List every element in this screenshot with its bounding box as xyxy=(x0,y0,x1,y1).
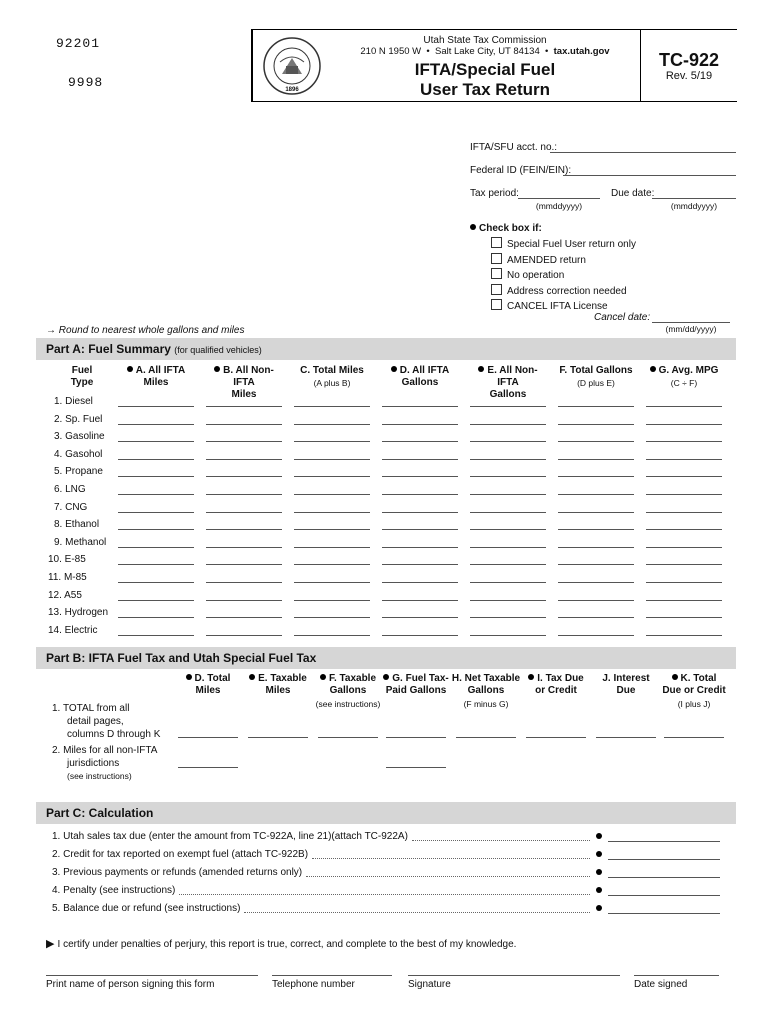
part-c-title: Part C: Calculation xyxy=(46,806,154,820)
calc-line-input[interactable] xyxy=(608,913,720,914)
total-row-input[interactable] xyxy=(526,737,586,738)
checkbox-icon[interactable] xyxy=(491,253,502,264)
part-b-row2-label xyxy=(52,744,157,783)
fuel-cell-input[interactable] xyxy=(558,406,634,407)
fuel-cell-input[interactable] xyxy=(646,529,722,530)
checkbox-no-operation[interactable] xyxy=(491,268,636,284)
dot-leader xyxy=(312,858,590,859)
bullet-dot-icon xyxy=(320,674,326,680)
col-header-line1-wrap xyxy=(382,365,458,377)
fuel-row-label: 4. Gasohol xyxy=(54,448,103,460)
part-a-header xyxy=(36,338,736,360)
col-header-line1-wrap xyxy=(240,673,316,685)
fuel-cell-input[interactable] xyxy=(646,512,722,513)
fuel-cell-input[interactable] xyxy=(206,441,282,442)
fuel-cell-input[interactable] xyxy=(118,582,194,583)
col-header-sub: (see instructions) xyxy=(315,699,381,709)
fuel-cell-input[interactable] xyxy=(294,441,370,442)
bullet-icon: • xyxy=(423,46,433,57)
fuel-cell-input[interactable] xyxy=(382,476,458,477)
col-header-line1-wrap xyxy=(470,365,546,389)
col-header-text: J. Interest xyxy=(602,673,650,684)
header-rule-left xyxy=(251,29,253,102)
fuel-cell-input[interactable] xyxy=(206,512,282,513)
non-ifta-miles-input[interactable] xyxy=(178,767,238,768)
fuel-cell-input[interactable] xyxy=(470,635,546,636)
total-row-input[interactable] xyxy=(596,737,656,738)
bullet-dot-icon xyxy=(249,674,255,680)
fuel-row-label: 11. M-85 xyxy=(48,572,87,583)
bullet-dot-icon xyxy=(596,851,602,857)
part-b-col-header xyxy=(378,673,454,697)
part-a-subtitle: (for qualified vehicles) xyxy=(174,345,262,355)
col-header-line2: Paid Gallons xyxy=(385,685,447,696)
address-street: 210 N 1950 W xyxy=(360,46,422,57)
dot-leader xyxy=(244,912,590,913)
fuel-cell-input[interactable] xyxy=(558,617,634,618)
col-header-line2: Miles xyxy=(231,389,257,400)
col-header-text: E. Taxable xyxy=(258,673,307,684)
fuel-cell-input[interactable] xyxy=(470,406,546,407)
fuel-cell-input[interactable] xyxy=(558,635,634,636)
fuel-cell-input[interactable] xyxy=(206,635,282,636)
fuel-cell-input[interactable] xyxy=(118,529,194,530)
part-b-col-header xyxy=(588,673,664,697)
signature-input[interactable] xyxy=(408,975,620,976)
part-b-col-header xyxy=(240,673,316,697)
calc-line-label: 2. Credit for tax reported on exempt fuel (attach TC-922B) xyxy=(52,849,309,860)
fuel-cell-input[interactable] xyxy=(206,529,282,530)
col-header-sub: (C ÷ F) xyxy=(670,378,698,388)
revision: Rev. 5/19 xyxy=(665,70,713,82)
checkbox-icon[interactable] xyxy=(491,284,502,295)
fuel-cell-input[interactable] xyxy=(558,600,634,601)
fuel-cell-input[interactable] xyxy=(294,424,370,425)
fuel-cell-input[interactable] xyxy=(206,617,282,618)
fuel-cell-input[interactable] xyxy=(206,494,282,495)
fuel-cell-input[interactable] xyxy=(118,424,194,425)
fuel-cell-input[interactable] xyxy=(470,494,546,495)
part-a-col-header xyxy=(558,365,634,377)
fuel-cell-input[interactable] xyxy=(118,406,194,407)
fuel-cell-input[interactable] xyxy=(118,459,194,460)
agency-address xyxy=(345,46,625,57)
cancel-date-label: Cancel date: xyxy=(594,312,651,323)
fein-label: Federal ID (FEIN/EIN): xyxy=(470,165,572,176)
fuel-cell-input[interactable] xyxy=(470,529,546,530)
fuel-cell-input[interactable] xyxy=(470,424,546,425)
col-header-line1-wrap xyxy=(448,673,524,685)
fuel-row-label: 2. Sp. Fuel xyxy=(54,413,103,425)
col-header-line1-wrap xyxy=(310,673,386,685)
bullet-dot-icon xyxy=(186,674,192,680)
fuel-cell-input[interactable] xyxy=(206,582,282,583)
cancel-date-input[interactable] xyxy=(652,322,730,323)
fuel-cell-input[interactable] xyxy=(118,476,194,477)
fuel-cell-input[interactable] xyxy=(382,617,458,618)
fuel-cell-input[interactable] xyxy=(294,494,370,495)
fuel-cell-input[interactable] xyxy=(382,441,458,442)
fuel-cell-input[interactable] xyxy=(382,424,458,425)
bullet-dot-icon xyxy=(650,366,656,372)
col-header-text: K. Total xyxy=(680,673,717,684)
col-header-sub: (F minus G) xyxy=(463,699,509,709)
fuel-cell-input[interactable] xyxy=(118,635,194,636)
bullet-dot-icon xyxy=(596,833,602,839)
fuel-cell-input[interactable] xyxy=(470,459,546,460)
certify-statement xyxy=(46,937,516,950)
fuel-cell-input[interactable] xyxy=(470,564,546,565)
col-header-line1-wrap xyxy=(378,673,454,685)
bullet-dot-icon xyxy=(127,366,133,372)
calc-line-input[interactable] xyxy=(608,877,720,878)
col-header-line2: Miles xyxy=(143,377,169,388)
dot-leader xyxy=(306,876,590,877)
part-a-title-text: Part A: Fuel Summary xyxy=(46,342,171,356)
col-header-text: D. Total xyxy=(194,673,231,684)
fuel-cell-input[interactable] xyxy=(646,424,722,425)
bullet-dot-icon xyxy=(470,224,476,230)
cancel-date-hint: (mm/dd/yyyy) xyxy=(665,324,717,334)
calc-line-label: 3. Previous payments or refunds (amended returns only) xyxy=(52,867,303,878)
total-row-input[interactable] xyxy=(318,737,378,738)
part-c-header xyxy=(36,802,736,824)
fuel-row-label: 10. E-85 xyxy=(48,554,86,566)
dot-leader xyxy=(179,894,590,895)
fuel-cell-input[interactable] xyxy=(118,564,194,565)
fuel-cell-input[interactable] xyxy=(646,564,722,565)
bullet-dot-icon xyxy=(672,674,678,680)
row2-line2: jurisdictions xyxy=(67,758,120,769)
header-rule-top xyxy=(251,29,737,30)
col-header-text: A. All IFTA xyxy=(135,365,186,376)
fuel-cell-input[interactable] xyxy=(646,617,722,618)
tax-period-input[interactable] xyxy=(518,198,600,199)
part-a-col-header xyxy=(382,365,458,389)
col-header-text: I. Tax Due xyxy=(537,673,584,684)
col-header-text: B. All Non-IFTA xyxy=(223,365,274,388)
part-a-col-header xyxy=(470,365,546,401)
col-header-line2: Miles xyxy=(265,685,291,696)
dot-leader xyxy=(412,840,590,841)
part-b-col-header xyxy=(170,673,246,697)
checkbox-label: CANCEL IFTA License xyxy=(507,301,608,312)
fuel-cell-input[interactable] xyxy=(470,617,546,618)
fuel-cell-input[interactable] xyxy=(206,406,282,407)
col-header-line2: Miles xyxy=(195,685,221,696)
col-header-line2: Gallons xyxy=(489,389,527,400)
fuel-cell-input[interactable] xyxy=(206,547,282,548)
fuel-cell-input[interactable] xyxy=(294,529,370,530)
fuel-cell-input[interactable] xyxy=(206,600,282,601)
fuel-cell-input[interactable] xyxy=(646,494,722,495)
fuel-row-label: 5. Propane xyxy=(54,466,103,478)
fuel-cell-input[interactable] xyxy=(558,564,634,565)
checkbox-icon[interactable] xyxy=(491,268,502,279)
fuel-cell-input[interactable] xyxy=(558,494,634,495)
fuel-cell-input[interactable] xyxy=(646,441,722,442)
fuel-row-label: 14. Electric xyxy=(48,624,98,636)
checkbox-label: Address correction needed xyxy=(507,285,627,297)
title-line1: IFTA/Special Fuel xyxy=(414,60,556,79)
due-date-label: Due date: xyxy=(611,188,655,199)
checkbox-heading-text: Check box if: xyxy=(479,223,542,234)
triangle-right-icon: ▶ xyxy=(46,938,58,950)
bullet-icon: • xyxy=(542,46,551,57)
part-a-col-header xyxy=(206,365,282,401)
calc-line-label: 5. Balance due or refund (see instructions) xyxy=(52,903,241,914)
fuel-cell-input[interactable] xyxy=(294,547,370,548)
fuel-cell-input[interactable] xyxy=(294,564,370,565)
part-b-col-header xyxy=(518,673,594,697)
calc-line-input[interactable] xyxy=(608,895,720,896)
fuel-row-label: 7. CNG xyxy=(54,501,88,513)
col-header-sub: (A plus B) xyxy=(313,378,351,388)
acct-input[interactable] xyxy=(550,152,736,153)
fuel-cell-input[interactable] xyxy=(646,582,722,583)
row1-line3: columns D through K xyxy=(67,729,161,740)
part-a-col-header xyxy=(646,365,722,377)
form-code-top: 92201 xyxy=(56,36,101,51)
fuel-cell-input[interactable] xyxy=(382,635,458,636)
fuel-cell-input[interactable] xyxy=(558,459,634,460)
fuel-row-label: 6. LNG xyxy=(54,484,86,495)
fuel-cell-input[interactable] xyxy=(470,547,546,548)
part-b-col-header xyxy=(448,673,524,697)
non-ifta-miles-input[interactable] xyxy=(386,767,446,768)
fuel-row-label: 1. Diesel xyxy=(54,396,93,407)
fuel-cell-input[interactable] xyxy=(558,512,634,513)
print-name-input[interactable] xyxy=(46,975,258,976)
checkbox-icon[interactable] xyxy=(491,237,502,248)
round-note-text: Round to nearest whole gallons and miles xyxy=(58,325,245,336)
fein-input[interactable] xyxy=(563,175,736,176)
fuel-cell-input[interactable] xyxy=(470,512,546,513)
fuel-cell-input[interactable] xyxy=(118,600,194,601)
form-title xyxy=(345,60,625,100)
col-header-text: F. Taxable xyxy=(328,673,377,684)
date-signed-label: Date signed xyxy=(634,979,688,990)
total-row-input[interactable] xyxy=(248,737,308,738)
fuel-cell-input[interactable] xyxy=(382,564,458,565)
fuel-cell-input[interactable] xyxy=(294,635,370,636)
part-a-col-header xyxy=(52,365,112,389)
title-line2: User Tax Return xyxy=(419,80,551,99)
checkbox-heading xyxy=(470,223,542,234)
col-header-line1-wrap xyxy=(656,673,732,685)
fuel-cell-input[interactable] xyxy=(558,476,634,477)
form-number: TC-922 xyxy=(658,50,720,70)
bullet-dot-icon xyxy=(528,674,534,680)
col-header-line1-wrap xyxy=(518,673,594,685)
fuel-cell-input[interactable] xyxy=(382,406,458,407)
col-header-line2: Gallons xyxy=(329,685,367,696)
fuel-row-label: 9. Methanol xyxy=(54,536,107,548)
fuel-cell-input[interactable] xyxy=(294,476,370,477)
fuel-cell-input[interactable] xyxy=(382,547,458,548)
fuel-cell-input[interactable] xyxy=(294,617,370,618)
certify-text: I certify under penalties of perjury, this report is true, correct, and complete to the best of my knowledge. xyxy=(57,939,517,950)
calc-line-label: 1. Utah sales tax due (enter the amount from TC-922A, line 21)(attach TC-922A) xyxy=(52,831,408,842)
bullet-dot-icon xyxy=(391,366,397,372)
col-header-sub: (I plus J) xyxy=(677,699,711,709)
checkbox-special-fuel[interactable] xyxy=(491,237,636,253)
bullet-dot-icon xyxy=(596,869,602,875)
fuel-cell-input[interactable] xyxy=(206,459,282,460)
calc-line-label: 4. Penalty (see instructions) xyxy=(52,885,176,896)
fuel-cell-input[interactable] xyxy=(206,564,282,565)
fuel-cell-input[interactable] xyxy=(294,459,370,460)
fuel-cell-input[interactable] xyxy=(470,600,546,601)
row2-note: (see instructions) xyxy=(67,771,132,781)
part-a-col-header xyxy=(294,365,370,377)
col-header-line1: F. Total Gallons xyxy=(559,365,633,376)
fuel-cell-input[interactable] xyxy=(118,547,194,548)
arrow-right-icon: → xyxy=(46,325,59,336)
fuel-cell-input[interactable] xyxy=(382,529,458,530)
fuel-cell-input[interactable] xyxy=(206,476,282,477)
fuel-cell-input[interactable] xyxy=(470,441,546,442)
col-header-line2: or Credit xyxy=(535,685,577,696)
col-header-line2: Due xyxy=(616,685,636,696)
col-header-text: H. Net Taxable xyxy=(451,673,521,684)
total-row-input[interactable] xyxy=(178,737,238,738)
tax-period-hint: (mmddyyyy) xyxy=(535,201,583,211)
part-b-header xyxy=(36,647,736,669)
part-b-col-header xyxy=(656,673,732,697)
header-rule-bottom xyxy=(251,101,737,102)
col-header-text: G. Fuel Tax- xyxy=(392,673,449,684)
date-signed-input[interactable] xyxy=(634,975,719,976)
part-b-title: Part B: IFTA Fuel Tax and Utah Special Fuel Tax xyxy=(46,651,317,665)
col-header-text: E. All Non-IFTA xyxy=(487,365,538,388)
fuel-row-label: 12. A55 xyxy=(48,589,82,601)
bullet-dot-icon xyxy=(383,674,389,680)
part-b-row1-label xyxy=(52,702,160,741)
fuel-cell-input[interactable] xyxy=(646,635,722,636)
checkbox-label: No operation xyxy=(507,270,565,281)
form-code-bottom: 9998 xyxy=(68,75,104,90)
checkbox-amended[interactable] xyxy=(491,253,636,269)
telephone-label: Telephone number xyxy=(272,979,355,990)
checkbox-list xyxy=(491,237,636,315)
print-name-label: Print name of person signing this form xyxy=(46,979,215,990)
fuel-cell-input[interactable] xyxy=(118,441,194,442)
due-date-input[interactable] xyxy=(652,198,736,199)
fuel-cell-input[interactable] xyxy=(646,547,722,548)
fuel-cell-input[interactable] xyxy=(294,406,370,407)
checkbox-label: AMENDED return xyxy=(507,254,586,266)
total-row-input[interactable] xyxy=(664,737,724,738)
total-row-input[interactable] xyxy=(456,737,516,738)
col-header-line1-wrap xyxy=(118,365,194,377)
col-header-line1-wrap xyxy=(646,365,722,377)
fuel-cell-input[interactable] xyxy=(206,424,282,425)
fuel-cell-input[interactable] xyxy=(382,459,458,460)
col-header-line1-wrap xyxy=(170,673,246,685)
part-a-col-header xyxy=(118,365,194,389)
row1-line1: 1. TOTAL from all xyxy=(52,703,130,714)
fuel-cell-input[interactable] xyxy=(558,582,634,583)
bullet-dot-icon xyxy=(596,905,602,911)
col-header-line1: Fuel xyxy=(71,365,93,376)
col-header-line2: Due or Credit xyxy=(662,685,726,696)
due-date-hint: (mmddyyyy) xyxy=(670,201,718,211)
signature-label: Signature xyxy=(408,979,451,990)
fuel-cell-input[interactable] xyxy=(558,424,634,425)
website-link[interactable]: tax.utah.gov xyxy=(553,46,610,57)
fuel-cell-input[interactable] xyxy=(382,512,458,513)
fuel-cell-input[interactable] xyxy=(118,512,194,513)
tax-period-label: Tax period: xyxy=(470,188,519,199)
fuel-cell-input[interactable] xyxy=(558,547,634,548)
round-note xyxy=(46,325,244,336)
part-a-title xyxy=(46,342,262,356)
fuel-cell-input[interactable] xyxy=(558,529,634,530)
col-header-line2: Gallons xyxy=(467,685,505,696)
col-header-line2: Type xyxy=(70,377,94,388)
fuel-row-label: 3. Gasoline xyxy=(54,431,105,443)
col-header-sub: (D plus E) xyxy=(577,378,615,388)
fuel-row-label: 13. Hydrogen xyxy=(48,607,109,619)
telephone-input[interactable] xyxy=(272,975,392,976)
bullet-dot-icon xyxy=(478,366,484,372)
fuel-cell-input[interactable] xyxy=(558,441,634,442)
fuel-cell-input[interactable] xyxy=(294,512,370,513)
part-b-col-header xyxy=(310,673,386,697)
col-header-text: G. Avg. MPG xyxy=(658,365,719,376)
col-header-line2: Gallons xyxy=(401,377,439,388)
fuel-cell-input[interactable] xyxy=(294,582,370,583)
bullet-dot-icon xyxy=(596,887,602,893)
fuel-cell-input[interactable] xyxy=(382,582,458,583)
checkbox-label: Special Fuel User return only xyxy=(507,239,636,250)
agency-name: Utah State Tax Commission xyxy=(423,35,547,46)
fuel-cell-input[interactable] xyxy=(470,476,546,477)
fuel-cell-input[interactable] xyxy=(646,459,722,460)
fuel-cell-input[interactable] xyxy=(382,494,458,495)
fuel-cell-input[interactable] xyxy=(646,600,722,601)
address-city: Salt Lake City, UT 84134 xyxy=(435,46,540,57)
calc-line-input[interactable] xyxy=(608,859,720,860)
fuel-cell-input[interactable] xyxy=(118,617,194,618)
fuel-cell-input[interactable] xyxy=(294,600,370,601)
checkbox-icon[interactable] xyxy=(491,299,502,310)
total-row-input[interactable] xyxy=(386,737,446,738)
col-header-line1-wrap xyxy=(206,365,282,389)
col-header-line1: C. Total Miles xyxy=(300,365,364,376)
seal-year: 1896 xyxy=(285,87,299,93)
fuel-cell-input[interactable] xyxy=(470,582,546,583)
acct-label: IFTA/SFU acct. no.: xyxy=(470,142,558,153)
col-header-line1-wrap xyxy=(588,673,664,685)
fuel-row-label: 8. Ethanol xyxy=(54,519,100,531)
fuel-cell-input[interactable] xyxy=(382,600,458,601)
fuel-cell-input[interactable] xyxy=(118,494,194,495)
row2-line1: 2. Miles for all non-IFTA xyxy=(52,745,158,756)
checkbox-address-correction[interactable] xyxy=(491,284,636,300)
fuel-cell-input[interactable] xyxy=(646,406,722,407)
col-header-text: D. All IFTA xyxy=(399,365,450,376)
bullet-dot-icon xyxy=(214,366,220,372)
calc-line-input[interactable] xyxy=(608,841,720,842)
fuel-cell-input[interactable] xyxy=(646,476,722,477)
row1-line2: detail pages, xyxy=(67,716,124,727)
